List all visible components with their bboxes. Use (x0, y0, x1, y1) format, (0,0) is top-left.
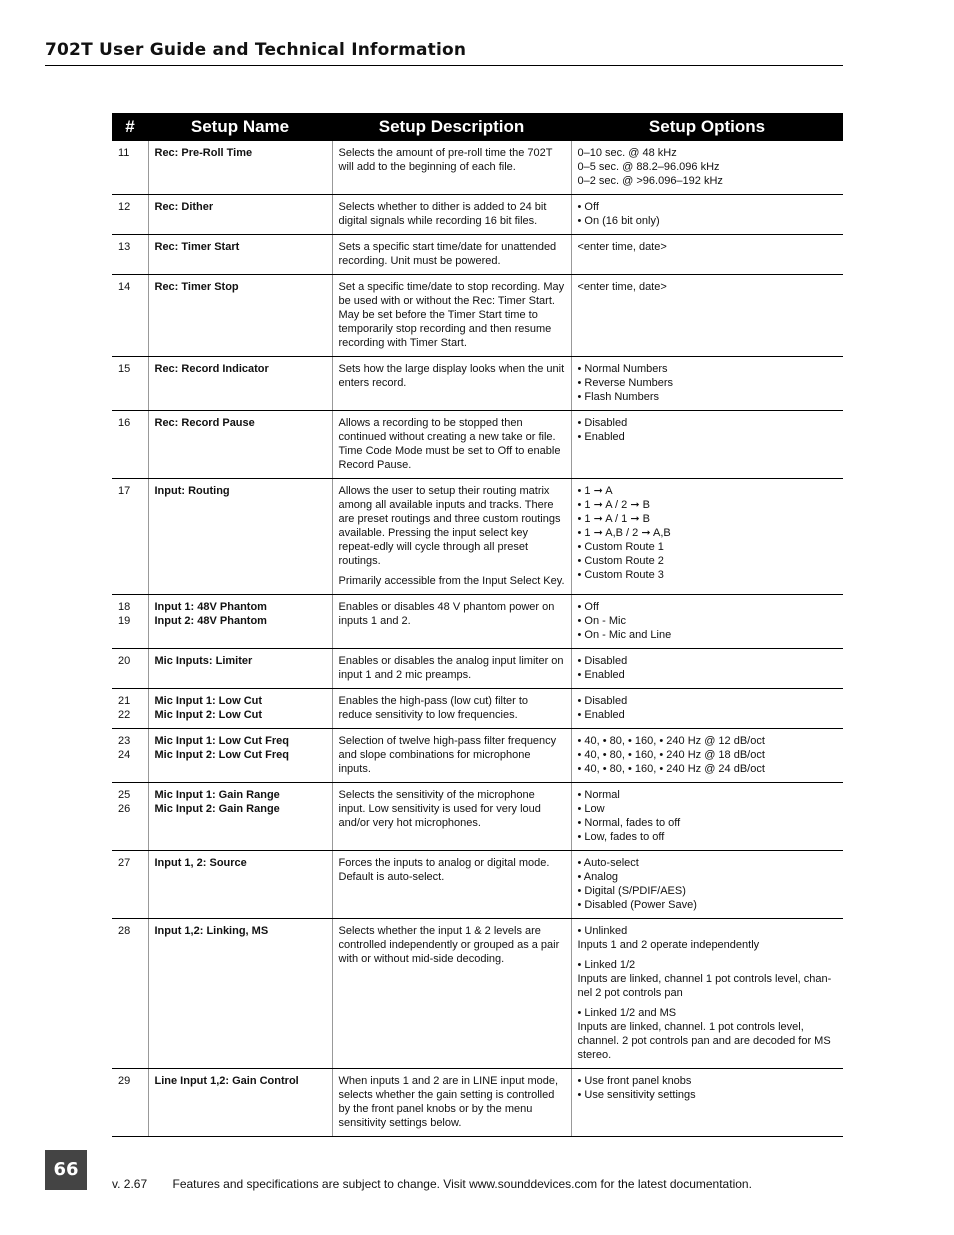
column-header-setup-options: Setup Options (571, 113, 843, 141)
setup-number-cell (112, 275, 148, 357)
option-group (578, 1006, 838, 1062)
setup-options-cell (571, 783, 843, 851)
setup-description-cell (332, 851, 571, 919)
setup-option: • Disabled (577, 695, 628, 707)
table-row (112, 1069, 843, 1137)
setup-number-cell (112, 1069, 148, 1137)
setup-description: Selects the amount of pre-roll time the 702T will add to the beginning of each file. (338, 147, 553, 173)
setup-description: When inputs 1 and 2 are in LINE input mode, selects whether the gain setting is controlled by the front panel knobs or by the menu sensitivity settings below. (338, 1075, 559, 1129)
option-group (578, 924, 838, 952)
option-group (578, 856, 838, 912)
setup-name: Rec: Timer Stop (154, 281, 239, 293)
setup-number: 28 (118, 925, 131, 937)
table-row (112, 919, 843, 1069)
setup-number-cell (112, 357, 148, 411)
setup-name: Mic Input 2: Low Cut Freq (154, 749, 289, 761)
table-row (112, 729, 843, 783)
setup-options-cell (571, 275, 843, 357)
setup-name: Input 1: 48V Phantom (154, 601, 267, 613)
setup-options-cell (571, 851, 843, 919)
setup-name-cell (148, 141, 332, 195)
setup-option: • Reverse Numbers (577, 377, 674, 389)
setup-name-cell (148, 783, 332, 851)
setup-description: Enables the high-pass (low cut) filter to reduce sensitivity to low frequencies. (338, 695, 529, 721)
setup-options-cell (571, 689, 843, 729)
setup-description-cell (332, 1069, 571, 1137)
footer-note: Features and specifications are subject to change. Visit www.sounddevices.com for the latest documentation. (172, 1177, 752, 1191)
setup-number: 11 (118, 147, 130, 159)
setup-name: Input 1, 2: Source (154, 857, 247, 869)
setup-option: • Analog (577, 871, 619, 883)
setup-option: • Flash Numbers (577, 391, 659, 403)
setup-number-cell (112, 851, 148, 919)
option-group (578, 200, 838, 228)
setup-description: Allows a recording to be stopped then continued without creating a new take or file. Time Code Mode must be set to Off to enable Record Pause. (338, 417, 561, 471)
setup-number-cell (112, 919, 148, 1069)
table-row (112, 275, 843, 357)
setup-name: Input 2: 48V Phantom (154, 615, 267, 627)
setup-options-cell (571, 411, 843, 479)
setup-name-cell (148, 195, 332, 235)
setup-name-cell (148, 235, 332, 275)
table-row (112, 595, 843, 649)
table-row (112, 479, 843, 595)
setup-option: • 40, • 80, • 160, • 240 Hz @ 24 dB/oct (577, 763, 765, 775)
setup-description-cell (332, 195, 571, 235)
setup-name-cell (148, 919, 332, 1069)
setup-description-cell (332, 783, 571, 851)
setup-description: Sets how the large display looks when the unit enters record. (338, 363, 565, 389)
option-group (578, 362, 838, 404)
setup-options-cell (571, 235, 843, 275)
setup-option: • 1 ➞ A / 1 ➞ B (577, 513, 650, 525)
setup-number-cell (112, 411, 148, 479)
setup-name: Mic Input 1: Low Cut (154, 695, 263, 707)
setup-number: 15 (118, 363, 131, 375)
setup-number: 21 (118, 695, 131, 707)
setup-name: Input 1,2: Linking, MS (154, 925, 269, 937)
setup-options-cell (571, 357, 843, 411)
setup-name: Rec: Timer Start (154, 241, 240, 253)
setup-number: 13 (118, 241, 131, 253)
setup-name-cell (148, 649, 332, 689)
setup-description: Selects the sensitivity of the microphone input. Low sensitivity is used for very loud and/or very hot microphones. (338, 789, 541, 829)
page-number: 66 (45, 1150, 87, 1190)
column-header-setup-name: Setup Name (148, 113, 332, 141)
setup-name-cell (148, 357, 332, 411)
table-header-row (112, 113, 843, 141)
setup-option: • Unlinked (577, 925, 628, 937)
setup-number: 20 (118, 655, 131, 667)
setup-description: Selects whether the input 1 & 2 levels are controlled independently or grouped as a pair with or without mid-side decoding. (338, 925, 560, 965)
option-group (578, 484, 838, 582)
setup-description-cell (332, 595, 571, 649)
table-row (112, 235, 843, 275)
setup-number-cell (112, 235, 148, 275)
setup-description-cell (332, 479, 571, 595)
setup-description: Set a specific time/date to stop recording. May be used with or without the Rec: Timer Start. May be set before the Timer Start time to temporarily stop recording and then resume recording with Timer Start. (338, 281, 565, 349)
setup-name-cell (148, 595, 332, 649)
setup-option: • On (16 bit only) (577, 215, 660, 227)
setup-option: • Low, fades to off (577, 831, 665, 843)
setup-option: • 40, • 80, • 160, • 240 Hz @ 18 dB/oct (577, 749, 765, 761)
setup-name: Mic Input 2: Low Cut (154, 709, 263, 721)
setup-option: • Linked 1/2 and MS (577, 1007, 677, 1019)
setup-options-cell (571, 141, 843, 195)
setup-number: 25 (118, 789, 131, 801)
setup-description-cell (332, 275, 571, 357)
option-group (578, 788, 838, 844)
option-group (578, 694, 838, 722)
page-title: 702T User Guide and Technical Information (45, 40, 467, 60)
setup-options-cell (571, 1069, 843, 1137)
setup-option: • On - Mic and Line (577, 629, 672, 641)
setup-description-cell (332, 411, 571, 479)
setup-name-cell (148, 851, 332, 919)
option-group (578, 958, 838, 1000)
setup-number: 18 (118, 601, 131, 613)
option-group (578, 654, 838, 682)
setup-option: 0–10 sec. @ 48 kHz (577, 147, 677, 159)
setup-option: • Custom Route 3 (577, 569, 664, 581)
setup-option: <enter time, date> (577, 241, 667, 253)
setup-option: • Normal, fades to off (577, 817, 681, 829)
setup-option: • Use sensitivity settings (577, 1089, 696, 1101)
setup-option: • Off (577, 201, 599, 213)
setup-number: 12 (118, 201, 131, 213)
setup-description-cell (332, 235, 571, 275)
setup-description: Allows the user to setup their routing matrix among all available inputs and tracks. There are preset routings and three custom routings available. Pressing the input select key repeat-edly will cycle through all preset routings. (338, 485, 561, 567)
setup-option: • Use front panel knobs (577, 1075, 692, 1087)
setup-description: Sets a specific start time/date for unattended recording. Unit must be powered. (338, 241, 557, 267)
setup-number: 17 (118, 485, 131, 497)
setup-option: 0–5 sec. @ 88.2–96.096 kHz (577, 161, 720, 173)
setup-number-cell (112, 141, 148, 195)
setup-description-cell (332, 919, 571, 1069)
setup-option: • 1 ➞ A (577, 485, 613, 497)
setup-name: Input: Routing (154, 485, 230, 497)
table-row (112, 357, 843, 411)
setup-name: Rec: Record Pause (154, 417, 255, 429)
setup-option: Inputs are linked, channel 1 pot controls level, chan-nel 2 pot controls pan (577, 973, 832, 999)
setup-option: • On - Mic (577, 615, 626, 627)
setup-option: • Enabled (577, 669, 625, 681)
setup-name: Mic Input 2: Gain Range (154, 803, 280, 815)
setup-name: Rec: Record Indicator (154, 363, 269, 375)
option-group (578, 416, 838, 444)
setup-options-cell (571, 195, 843, 235)
setup-option: • Disabled (577, 417, 628, 429)
setup-option: • Enabled (577, 431, 625, 443)
setup-number: 27 (118, 857, 131, 869)
column-header-setup-description: Setup Description (332, 113, 571, 141)
option-group (578, 600, 838, 642)
setup-option: • 40, • 80, • 160, • 240 Hz @ 12 dB/oct (577, 735, 765, 747)
header-rule (45, 65, 843, 66)
setup-options-cell (571, 649, 843, 689)
setup-description-cell (332, 729, 571, 783)
setup-option: • 1 ➞ A / 2 ➞ B (577, 499, 650, 511)
setup-name: Rec: Dither (154, 201, 214, 213)
setup-option: • Low (577, 803, 605, 815)
setup-options-cell (571, 595, 843, 649)
setup-description: Selects whether to dither is added to 24 bit digital signals while recording 16 bit files. (338, 201, 547, 227)
setup-name-cell (148, 689, 332, 729)
setup-option: • Custom Route 2 (577, 555, 664, 567)
setup-name: Line Input 1,2: Gain Control (154, 1075, 299, 1087)
setup-description: Forces the inputs to analog or digital mode. Default is auto-select. (338, 857, 550, 883)
setup-number: 19 (118, 615, 131, 627)
setup-number-cell (112, 689, 148, 729)
table-row (112, 689, 843, 729)
setup-table (112, 113, 843, 1137)
setup-option: • Off (577, 601, 599, 613)
setup-name-cell (148, 411, 332, 479)
setup-options-cell (571, 729, 843, 783)
setup-number: 29 (118, 1075, 131, 1087)
footer (112, 1177, 752, 1191)
setup-name: Rec: Pre-Roll Time (154, 147, 253, 159)
setup-option: • 1 ➞ A,B / 2 ➞ A,B (577, 527, 671, 539)
setup-option: • Auto-select (577, 857, 639, 869)
setup-number-cell (112, 195, 148, 235)
option-group (578, 240, 838, 254)
setup-option: 0–2 sec. @ >96.096–192 kHz (577, 175, 723, 187)
setup-option: • Linked 1/2 (577, 959, 636, 971)
setup-name-cell (148, 275, 332, 357)
setup-option: <enter time, date> (577, 281, 667, 293)
setup-options-cell (571, 919, 843, 1069)
setup-name: Mic Input 1: Gain Range (154, 789, 280, 801)
setup-description-cell (332, 141, 571, 195)
setup-name-cell (148, 479, 332, 595)
table-row (112, 195, 843, 235)
option-group (578, 280, 838, 294)
setup-option: • Normal Numbers (577, 363, 668, 375)
setup-number: 22 (118, 709, 131, 721)
setup-number: 23 (118, 735, 131, 747)
setup-number-cell (112, 783, 148, 851)
setup-name-cell (148, 1069, 332, 1137)
table-row (112, 649, 843, 689)
setup-description-cell (332, 649, 571, 689)
setup-option: Inputs 1 and 2 operate independently (577, 939, 760, 951)
table-row (112, 141, 843, 195)
setup-number-cell (112, 649, 148, 689)
setup-description-cell (332, 357, 571, 411)
setup-option: • Custom Route 1 (577, 541, 664, 553)
setup-number-cell (112, 595, 148, 649)
option-group (578, 1074, 838, 1102)
option-group (578, 734, 838, 776)
setup-number: 26 (118, 803, 131, 815)
setup-number: 16 (118, 417, 131, 429)
option-group (578, 146, 838, 188)
setup-description: Selection of twelve high-pass filter frequency and slope combinations for microphone inputs. (338, 735, 557, 775)
setup-description: Enables or disables 48 V phantom power on inputs 1 and 2. (338, 601, 555, 627)
setup-number-cell (112, 479, 148, 595)
setup-options-cell (571, 479, 843, 595)
table-row (112, 783, 843, 851)
setup-number: 24 (118, 749, 131, 761)
version-label: v. 2.67 (112, 1177, 148, 1191)
setup-option: • Enabled (577, 709, 625, 721)
setup-option: Inputs are linked, channel. 1 pot controls level, channel. 2 pot controls pan and are decoded for MS stereo. (577, 1021, 831, 1061)
setup-option: • Disabled (577, 655, 628, 667)
table-row (112, 851, 843, 919)
setup-option: • Normal (577, 789, 620, 801)
setup-option: • Disabled (Power Save) (577, 899, 697, 911)
setup-description: Enables or disables the analog input limiter on input 1 and 2 mic preamps. (338, 655, 564, 681)
setup-name: Mic Input 1: Low Cut Freq (154, 735, 289, 747)
setup-description-cell (332, 689, 571, 729)
setup-name: Mic Inputs: Limiter (154, 655, 253, 667)
setup-number-cell (112, 729, 148, 783)
setup-name-cell (148, 729, 332, 783)
setup-number: 14 (118, 281, 131, 293)
table-row (112, 411, 843, 479)
setup-description: Primarily accessible from the Input Select Key. (338, 575, 565, 587)
column-header-number: # (112, 113, 148, 141)
setup-option: • Digital (S/PDIF/AES) (577, 885, 686, 897)
